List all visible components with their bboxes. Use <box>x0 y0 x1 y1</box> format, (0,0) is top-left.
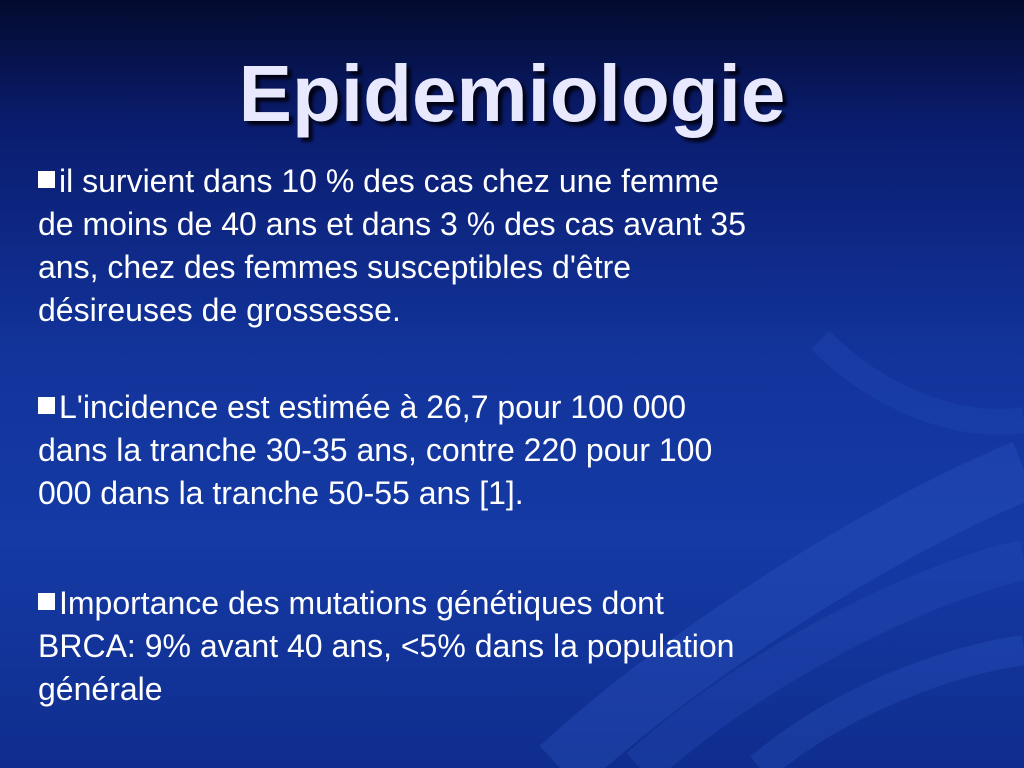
bullet-line: BRCA: 9% avant 40 ans, <5% dans la population <box>38 628 735 664</box>
bullet-text: Importance des mutations génétiques dont <box>59 585 664 621</box>
bullet-line: de moins de 40 ans et dans 3 % des cas avant 35 <box>38 206 747 242</box>
bullet-text: il survient dans 10 % des cas chez une femme <box>59 163 719 199</box>
square-bullet-icon <box>38 397 55 414</box>
bullet-item <box>38 160 938 332</box>
bullet-line <box>38 160 938 203</box>
bullet-line: ans, chez des femmes susceptibles d'être <box>38 249 632 285</box>
bullet-line: générale <box>38 671 163 707</box>
bullet-line: dans la tranche 30-35 ans, contre 220 pour 100 <box>38 432 713 468</box>
bullet-item <box>38 582 938 711</box>
square-bullet-icon <box>38 171 55 188</box>
bullet-item <box>38 386 938 515</box>
slide-title: Epidemiologie <box>238 49 786 138</box>
bullet-line <box>38 386 938 429</box>
bullet-line: désireuses de grossesse. <box>38 292 401 328</box>
square-bullet-icon <box>38 593 55 610</box>
bullet-line <box>38 582 938 625</box>
bullet-line: 000 dans la tranche 50-55 ans [1]. <box>38 475 524 511</box>
bullet-text: L'incidence est estimée à 26,7 pour 100 000 <box>59 389 686 425</box>
